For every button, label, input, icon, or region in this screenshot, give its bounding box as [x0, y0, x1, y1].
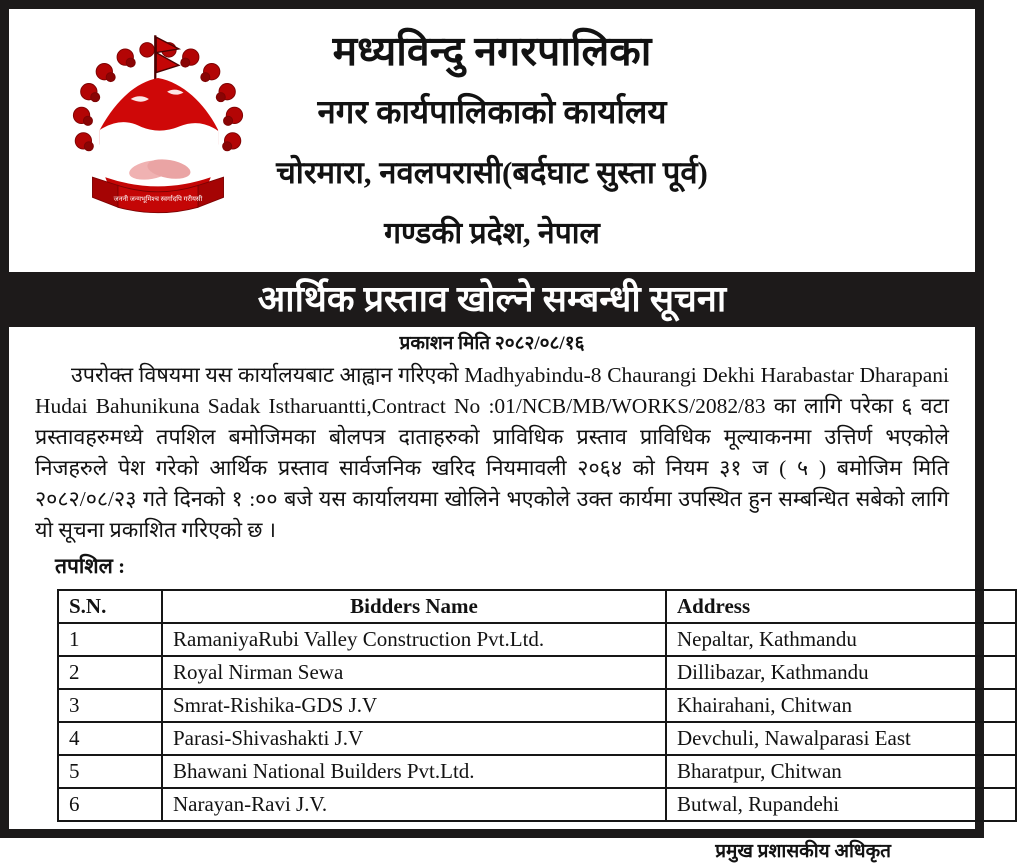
- header-address: Address: [666, 590, 1016, 623]
- table-row: [58, 656, 1016, 689]
- cell-bidder: Smrat-Rishika-GDS J.V: [162, 689, 666, 722]
- cell-address: Nepaltar, Kathmandu: [666, 623, 1016, 656]
- cell-sn: 3: [58, 689, 162, 722]
- nepal-flag-icon: [155, 35, 179, 81]
- bidders-table: [57, 589, 1017, 822]
- cell-bidder: Royal Nirman Sewa: [162, 656, 666, 689]
- details-label: तपशिल :: [55, 554, 126, 578]
- header-sn: S.N.: [58, 590, 162, 623]
- province-line: गण्डकी प्रदेश, नेपाल: [384, 217, 600, 250]
- office-address: चोरमारा, नवलपरासी(बर्दघाट सुस्ता पूर्व): [276, 155, 708, 190]
- cell-bidder: RamaniyaRubi Valley Construction Pvt.Ltd.: [162, 623, 666, 656]
- cell-address: Dillibazar, Kathmandu: [666, 656, 1016, 689]
- signature-title: प्रमुख प्रशासकीय अधिकृत: [715, 841, 891, 862]
- document-header: [9, 9, 975, 272]
- nepal-emblem-icon: [67, 35, 249, 213]
- cell-address: Devchuli, Nawalparasi East: [666, 722, 1016, 755]
- cell-sn: 6: [58, 788, 162, 821]
- cell-sn: 4: [58, 722, 162, 755]
- cell-address: Bharatpur, Chitwan: [666, 755, 1016, 788]
- ribbon-banner: [92, 177, 223, 212]
- mountain-icon: [100, 78, 218, 173]
- table-row: [58, 755, 1016, 788]
- cell-address: Butwal, Rupandehi: [666, 788, 1016, 821]
- cell-sn: 2: [58, 656, 162, 689]
- logo-motto-text: जननी जन्मभूमिश्च स्वर्गादपि गरीयसी: [113, 195, 203, 203]
- municipality-name: मध्यविन्दु नगरपालिका: [332, 28, 652, 74]
- office-name: नगर कार्यपालिकाको कार्यालय: [317, 95, 667, 131]
- notice-body-paragraph: उपरोक्त विषयमा यस कार्यालयबाट आह्वान गरिएको Madhyabindu-8 Chaurangi Dekhi Harabastar Dharapani Hudai Bahunikuna Sadak Istharuantti,Contract No :01/NCB/MB/WORKS/2082/83 का लागि परेका ६ वटा प्रस्तावहरुमध्ये तपशिल बमोजिमका बोलपत्र दाताहरुको प्राविधिक प्रस्ताव प्राविधिक मूल्याकनमा उत्तिर्ण भएकोले निजहरुले पेश गरेको आर्थिक प्रस्ताव सार्वजनिक खरिद नियमावली २०६४ को नियम ३१ ज ( ५ ) बमोजिम मिति २०८२/०८/२३ गते दिनको १ :०० बजे यस कार्यालयमा खोलिने भएकोले उक्त कार्यमा उपस्थित हुन सम्बन्धित सबेको लागि यो सूचना प्रकाशित गरिएको छ ।: [35, 363, 949, 542]
- notice-title-banner: आर्थिक प्रस्ताव खोल्ने सम्बन्धी सूचना: [0, 272, 984, 327]
- cell-bidder: Bhawani National Builders Pvt.Ltd.: [162, 755, 666, 788]
- cell-bidder: Parasi-Shivashakti J.V: [162, 722, 666, 755]
- table-row: [58, 722, 1016, 755]
- header-bidder-name: Bidders Name: [162, 590, 666, 623]
- cell-sn: 5: [58, 755, 162, 788]
- cell-bidder: Narayan-Ravi J.V.: [162, 788, 666, 821]
- table-row: [58, 623, 1016, 656]
- publication-date: प्रकाशन मिति २०८२/०८/१६: [399, 333, 585, 354]
- table-row: [58, 689, 1016, 722]
- table-row: [58, 788, 1016, 821]
- table-header-row: [58, 590, 1016, 623]
- cell-sn: 1: [58, 623, 162, 656]
- municipality-logo: [67, 35, 249, 213]
- cell-address: Khairahani, Chitwan: [666, 689, 1016, 722]
